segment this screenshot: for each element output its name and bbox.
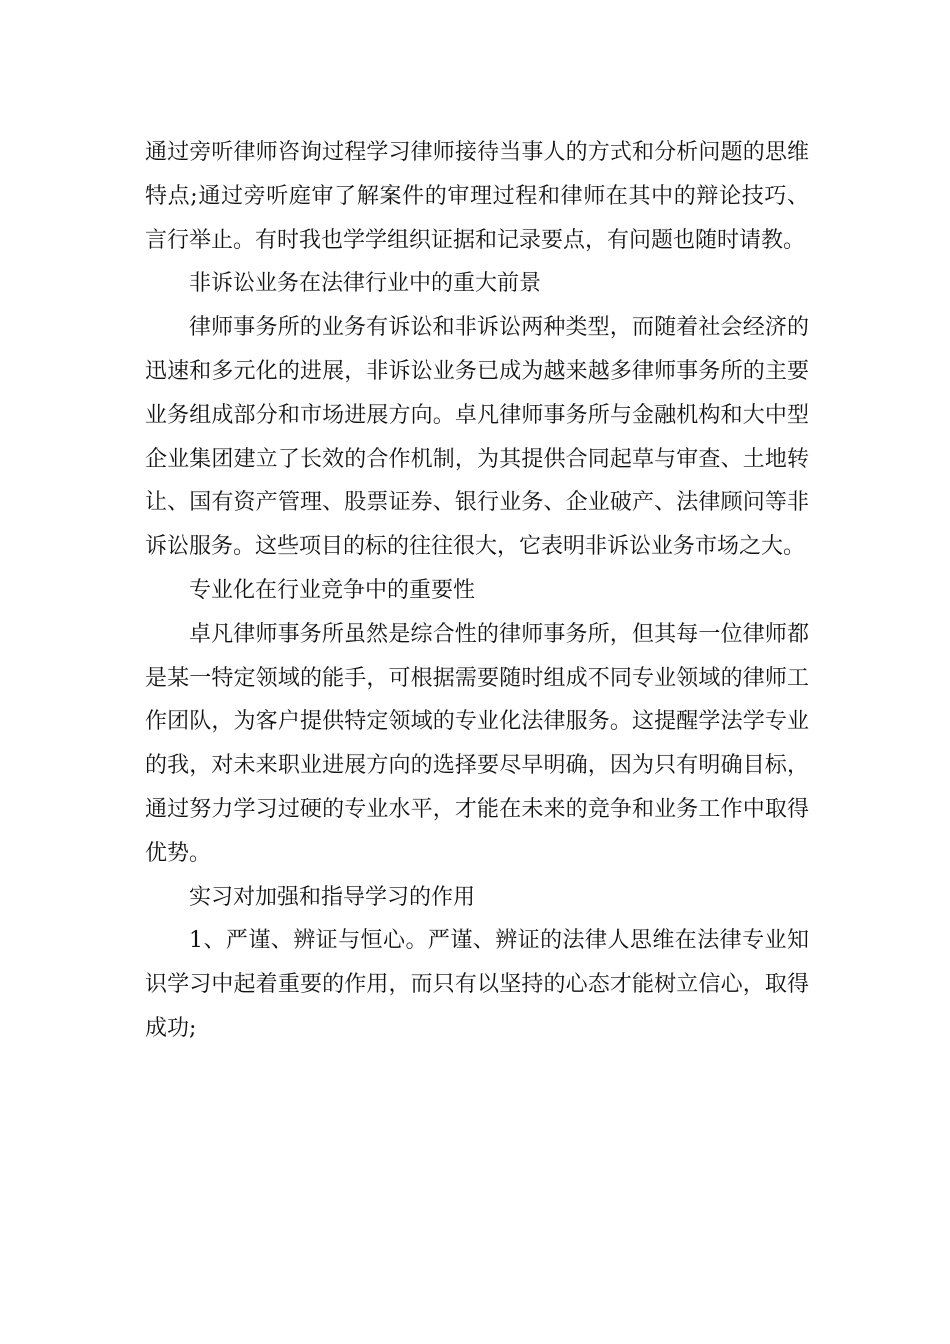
section-heading-specialization: 专业化在行业竞争中的重要性	[189, 577, 476, 603]
section-heading-internship: 实习对加强和指导学习的作用	[189, 884, 476, 910]
paragraph-continuation: 通过旁听律师咨询过程学习律师接待当事人的方式和分析问题的思维特点;通过旁听庭审了解案件的审理过程和律师在其中的辩论技巧、言行举止。有时我也学学组织证据和记录要点，有问题也随时请教。	[145, 140, 809, 253]
document-body	[145, 131, 809, 1051]
paragraph-internship-point-1: 1、严谨、辨证与恒心。严谨、辨证的法律人思维在法律专业知识学习中起着重要的作用，而只有以坚持的心态才能树立信心，取得成功;	[145, 928, 809, 1041]
section-heading-nonlitigation: 非诉讼业务在法律行业中的重大前景	[189, 271, 542, 297]
paragraph-nonlitigation: 律师事务所的业务有诉讼和非诉讼两种类型，而随着社会经济的迅速和多元化的进展，非诉讼业务已成为越来越多律师事务所的主要业务组成部分和市场进展方向。卓凡律师事务所与金融机构和大中型企业集团建立了长效的合作机制，为其提供合同起草与审查、土地转让、国有资产管理、股票证券、银行业务、企业破产、法律顾问等非诉讼服务。这些项目的标的往往很大，它表明非诉讼业务市场之大。	[145, 315, 809, 560]
paragraph-specialization: 卓凡律师事务所虽然是综合性的律师事务所，但其每一位律师都是某一特定领域的能手，可根据需要随时组成不同专业领域的律师工作团队，为客户提供特定领域的专业化法律服务。这提醒学法学专业的我，对未来职业进展方向的选择要尽早明确，因为只有明确目标，通过努力学习过硬的专业水平，才能在未来的竞争和业务工作中取得优势。	[145, 621, 809, 866]
